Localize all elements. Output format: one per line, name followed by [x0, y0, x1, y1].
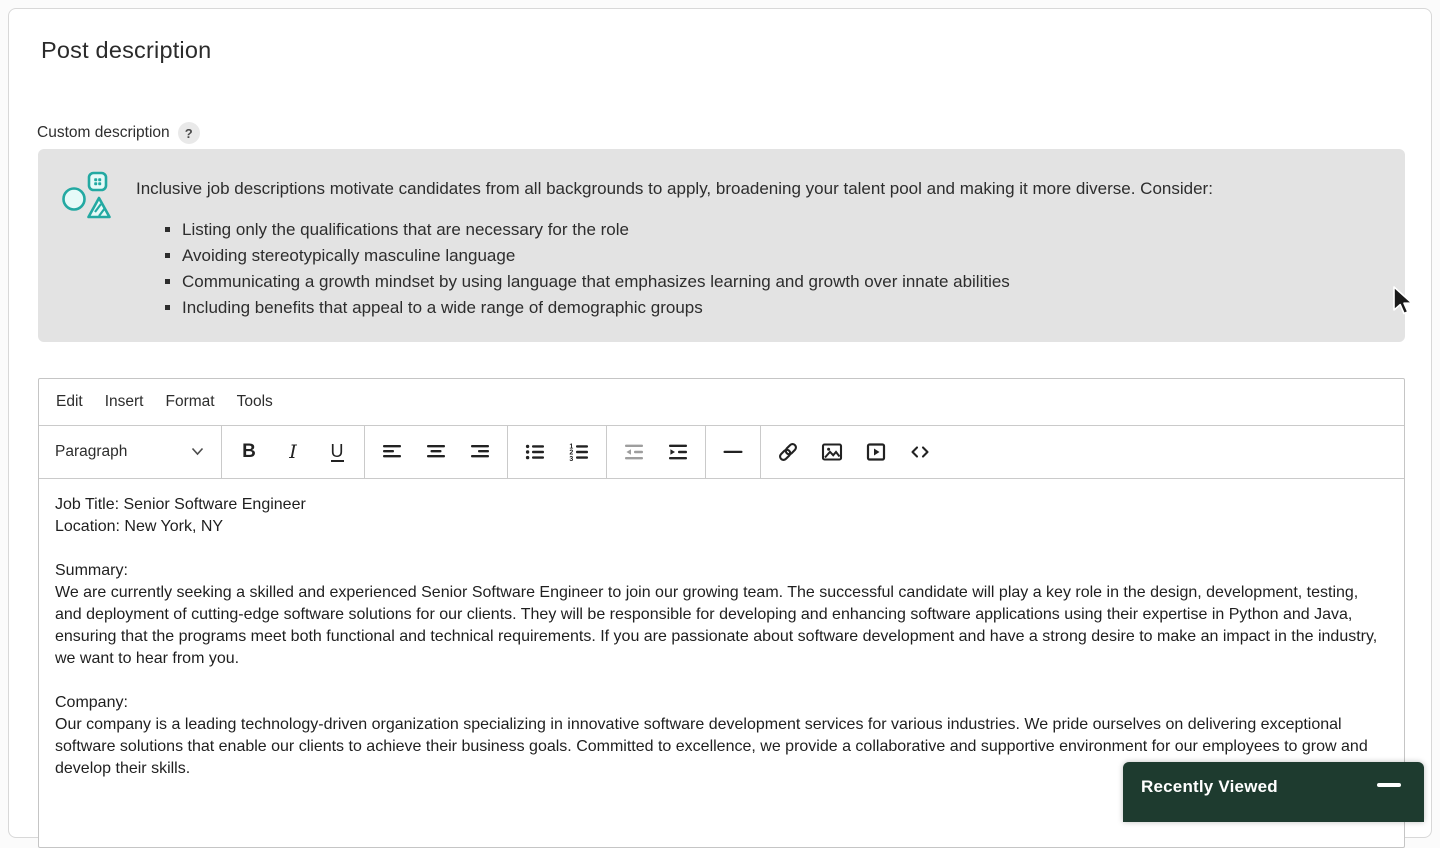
- format-dropdown[interactable]: [44, 432, 216, 472]
- align-left-icon[interactable]: [370, 432, 414, 472]
- inclusion-tip-box: [38, 149, 1405, 342]
- menu-edit[interactable]: Edit: [56, 393, 83, 410]
- help-icon[interactable]: ?: [178, 122, 200, 144]
- tip-bullet: ▪ Avoiding stereotypically masculine language: [182, 243, 1375, 269]
- editor-text-line: Summary:: [55, 562, 128, 579]
- outdent-icon: [612, 432, 656, 472]
- link-icon[interactable]: [766, 432, 810, 472]
- recently-viewed-title: Recently Viewed: [1141, 777, 1278, 796]
- editor-text-line: [55, 538, 1385, 560]
- post-description-card: [8, 8, 1432, 838]
- code-icon[interactable]: [898, 432, 942, 472]
- image-icon[interactable]: [810, 432, 854, 472]
- custom-description-label: Custom description: [37, 124, 170, 141]
- tip-intro-text: Inclusive job descriptions motivate candidates from all backgrounds to apply, broadening your talent pool and making it more diverse. Consider:: [136, 179, 1213, 198]
- editor-content-area[interactable]: [39, 479, 1404, 795]
- editor-text-paragraph: Our company is a leading technology-driven organization specializing in innovative software development services for various industries. We pride ourselves on delivering exceptional software solutions that enable our clients to achieve their business goals. Committed to excellence, we provide a collaborative and supportive environment for our employees to grow and develop their skills.: [55, 716, 1368, 777]
- editor-text-paragraph: We are currently seeking a skilled and experienced Senior Software Engineer to join our growing team. The successful candidate will play a key role in the design, development, testing, and deployment of cutting-edge software solutions for our clients. They will be responsible for developing and enhancing software applications using their expertise in Python and Java, ensuring that the programs meet both functional and technical requirements. If you are passionate about software development and have a strong desire to make an impact in the industry, we want to hear from you.: [55, 584, 1378, 667]
- editor-text-line: [55, 670, 1385, 692]
- bold-icon[interactable]: B: [242, 441, 256, 462]
- menu-format[interactable]: Format: [165, 393, 215, 410]
- horizontal-rule-icon[interactable]: [711, 432, 755, 472]
- tip-bullet: ▪ Communicating a growth mindset by using language that emphasizes learning and growth over innate abilities: [182, 269, 1375, 295]
- recently-viewed-panel[interactable]: [1123, 762, 1424, 822]
- editor-text-line: Location: New York, NY: [55, 518, 224, 535]
- menu-insert[interactable]: Insert: [104, 393, 144, 410]
- bullet-list-icon[interactable]: [513, 432, 557, 472]
- page-title: Post description: [41, 37, 212, 63]
- svg-text:1: 1: [569, 443, 574, 451]
- tip-bullet: ▪ Listing only the qualifications that are necessary for the role: [182, 217, 1375, 243]
- tip-bullet-list: [136, 217, 1375, 321]
- inclusion-shapes-icon: [61, 170, 115, 225]
- align-right-icon[interactable]: [458, 432, 502, 472]
- custom-description-field-label: [37, 122, 200, 144]
- svg-text:2: 2: [569, 449, 574, 457]
- chevron-down-icon: [191, 443, 204, 461]
- editor-menubar: [39, 379, 1404, 426]
- underline-icon[interactable]: U: [330, 440, 344, 461]
- editor-text-line: Company:: [55, 694, 128, 711]
- format-dropdown-value: Paragraph: [55, 443, 128, 460]
- svg-text:3: 3: [569, 455, 574, 463]
- editor-text-line: Job Title: Senior Software Engineer: [55, 496, 306, 513]
- editor-toolbar: [39, 426, 1404, 479]
- align-center-icon[interactable]: [414, 432, 458, 472]
- tip-bullet: ▪ Including benefits that appeal to a wide range of demographic groups: [182, 295, 1375, 321]
- indent-icon[interactable]: [656, 432, 700, 472]
- menu-tools[interactable]: Tools: [236, 393, 273, 410]
- media-icon[interactable]: [854, 432, 898, 472]
- minimize-icon[interactable]: [1376, 778, 1402, 792]
- italic-icon[interactable]: I: [289, 441, 297, 463]
- numbered-list-icon[interactable]: [557, 432, 601, 472]
